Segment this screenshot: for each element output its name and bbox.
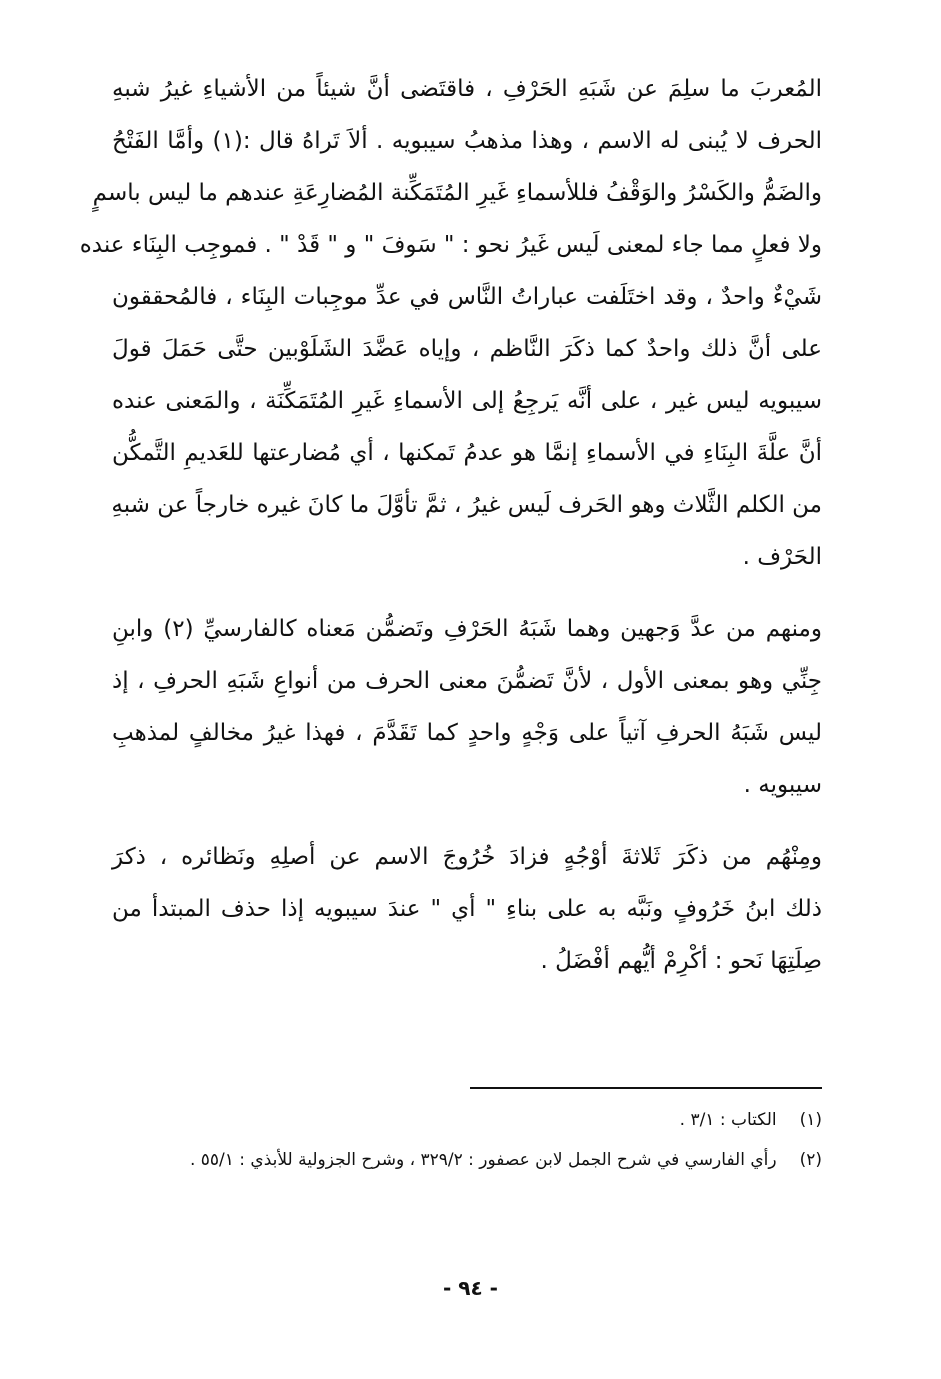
text-line: الحرف لا يُبنى له الاسم ، وهذا مذهبُ سيبويه . ألاَ تَراهُ قال :(١) وأمَّا الفَتْحُ — [112, 128, 822, 154]
paragraph-3 — [112, 842, 822, 998]
footnote-number: (٢) — [799, 1150, 822, 1170]
main-text — [79, 74, 822, 998]
paragraph-2 — [112, 614, 822, 822]
footnotes — [112, 1108, 822, 1188]
text-line: ليس شَبَهُ الحرفِ آتياً على وَجْهٍ واحدٍ كما تَقَدَّمَ ، فهذا غيرُ مخالفٍ لمذهبِ — [112, 720, 822, 746]
text-line: صِلَتِهَا نَحو : أكْرِمْ أيُّهم أفْضَلُ . — [540, 948, 822, 974]
text-line: أنَّ علَّةَ البِنَاءِ في الأسماءِ إنمَّا هو عدمُ تَمكنها ، أي مُضارعتها للعَديمِ التَّمكُّن — [112, 440, 822, 466]
page-number: - ٩٤ - — [443, 1276, 498, 1300]
text-line: من الكلم الثَّلاث وهو الحَرف لَيس غيرُ ، ثمَّ تأوَّلَ ما كانَ غيره خارجاً عن شبهِ — [111, 492, 822, 518]
footnote-text: الكتاب : ٣/١ . — [679, 1110, 777, 1130]
footnote-1 — [112, 1108, 822, 1148]
text-line: ولا فعلٍ مما جاء لمعنى لَيس غَيرُ نحو : " سَوفَ " و " قَدْ " . فموجِب البِنَاء عنده — [79, 232, 822, 258]
footnote-separator — [470, 1087, 822, 1089]
text-line: على أنَّ ذلك واحدٌ كما ذكَرَ النَّاظم ، وإياه عَضَّدَ الشَلَوْبين حتَّى حَمَلَ قولَ — [112, 336, 822, 362]
footnote-text: رأي الفارسي في شرح الجمل لابن عصفور : ٣٢٩/٢ ، وشرح الجزولية للأبذي : ٥٥/١ . — [189, 1150, 777, 1170]
text-line: ومنهم من عدَّ وَجهين وهما شَبَهُ الحَرْفِ وتَضمُّن مَعناه كالفارسيِّ (٢) وابنِ — [112, 616, 822, 642]
footnote-number: (١) — [799, 1110, 822, 1130]
text-line: الحَرْف . — [742, 544, 822, 570]
text-line: والضَمُّ والكَسْرُ والوَقْفُ فللأسماءِ غَيرِ المُتَمَكِّنة المُضارِعَةِ عندهم ما ليس باسمٍ — [92, 180, 822, 206]
paragraph-1 — [79, 74, 822, 594]
text-line: جِنِّي وهو بمعنى الأول ، لأنَّ تَضمُّنَ معنى الحرف من أنواعِ شَبَهِ الحرفِ ، إذ — [112, 668, 822, 694]
footnote-2 — [112, 1148, 822, 1188]
text-line: سيبويه . — [743, 772, 822, 798]
text-line: ومِنْهُم من ذكَرَ ثَلاثةَ أوْجُهٍ فزادَ خُرُوجَ الاسم عن أصلِهِ ونَظائره ، ذكرَ — [112, 844, 822, 870]
text-line: سيبويه ليس غير ، على أنَّه يَرجِعُ إلى الأسماءِ غَيرِ المُتَمَكِّنَة ، والمَعنى عنده — [112, 388, 822, 414]
text-line: شَيْءٌ واحدٌ ، وقد اختَلَفت عباراتُ النَّاس في عدِّ موجِبات البِنَاء ، فالمُحققون — [112, 284, 822, 310]
text-line: ذلك ابنُ خَرُوفٍ ونَبَّه به على بناءِ " أي " عندَ سيبويه إذا حذف المبتدأ من — [112, 896, 822, 922]
text-line: المُعربَ ما سلِمَ عن شَبَهِ الحَرْفِ ، فاقتَضى أنَّ شيئاً من الأشياءِ غيرُ شبهِ — [112, 76, 822, 102]
